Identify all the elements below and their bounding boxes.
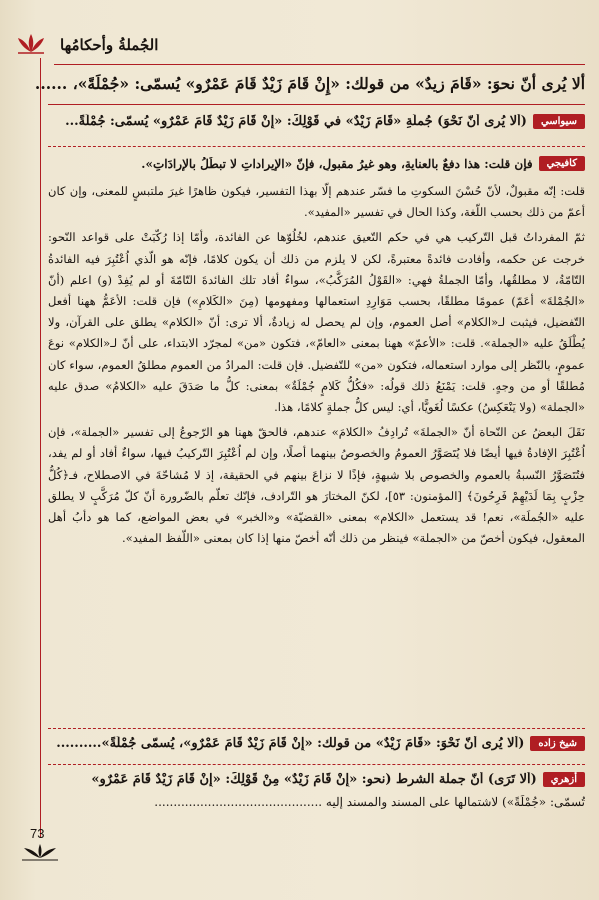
header-rule <box>54 64 585 65</box>
running-header <box>14 36 585 58</box>
commentary-paragraph: ثمّ المفرداتُ قبل التّركيب هي في حكم التّعيق عندهم، لخُلُوّها عن الفائدة، وأمّا إذا رُكّبَتْ على قواعد النّحو: خرجت عن حكمه، وأفادت فائدةً معتبرةً، لكن لا يلزم من ذلك أن يكون كلامًا، فإنّه هو الّذي اُعْتُبِرَ فيه الفائدةُ التّامّةُ، لا مطلقُها، وأمّا الجملةُ فهي: «القَوْلُ المُرَكَّبُ»، سواءٌ أفاد تلك الفائدةَ التّامّةَ أو لم يُفِدْ (و) اعلم (أنّ «الجُمْلةَ» أعَمّ) عمومًا مطلقًا، بحسب مَوَارِدِ استعمالها ومفهومها (مِنَ «الكَلامِ») فإن قلت: الأعَمُّ ههنا أفعل التّفضيل، فيثبت لـ«الكلام» أصل العموم، وإن لم يحصل له زيادةٌ، ألا ترى: أنّ «الكلام» يطلق على القرآن، ولا يُطْلَقُ عليه «الجملة». قلت: «الأعمّ» ههنا بمعنى «العامّ»، فتكون «من» لمجرّد الابتداء، على أنّ لـ«الكلام» نوعَ عمومٍ، بالنّظر إلى موارد استعماله، فتكون «من» للتّفضيل. فإن قلت: المرادُ من العموم مطلقُ العموم، سواء كان مُطلقًا أو من وجهٍ. قلت: يَمْنَعُ ذلك قولُه: «فكُلُّ كَلامٍ جُمْلَةٌ» بمعنى: كلُّ ما صَدَقَ عليه «الكلامُ» صدق عليه «الجملة» (ولا يَنْعَكِسُ) عكسًا لُغَويًّا، أي: ليس كلُّ جملةٍ كلامًا، هذا. <box>48 230 585 415</box>
footer-ornament-icon <box>18 842 62 862</box>
commentary-shaykhzadeh <box>48 736 585 751</box>
header-title: الجُملةُ وأحكامُها <box>60 36 159 54</box>
commentary-kafiyaji <box>48 156 585 549</box>
section-divider <box>48 764 585 765</box>
commentary-line: فإن قلت: هذا دفعٌ بالعنايةِ، وهو غيرُ مقبولٍ، فإنّ «الإيراداتِ لا تبطُلُ بالإرادَاتِ». <box>141 156 533 171</box>
commentary-lemma: (ألا يُرى أنّ نَحْوَ) جُملَةِ «قَامَ زَيْدٌ» في قَوْلِكَ: «إِنْ قَامَ زَيْدٌ قَامَ عَمْرٌو» يُسمّى: جُمْلَةً... <box>65 114 527 129</box>
commentator-tag: كافيجي <box>539 156 585 171</box>
section-divider <box>48 728 585 729</box>
page-number: 73 <box>30 826 45 841</box>
lotus-ornament-icon <box>14 32 48 58</box>
commentary-siwasi <box>48 114 585 129</box>
commentary-lemma: (ألا تَرَى) أنّ جملة الشرط (نحو: «إِنْ قَامَ زَيْدٌ» مِنْ قَوْلِكَ: «إِنْ قَامَ زَيْدٌ قَامَ عَمْرٌو» <box>91 772 537 787</box>
section-divider <box>48 146 585 147</box>
commentary-lemma: (ألا يُرى أنّ نَحْوَ: «قَامَ زَيْدٌ» من قولك: «إِنْ قَامَ زَيْدٌ قَامَ عَمْرٌو»، يُسمّى جُمْلَةً».......... <box>56 736 525 751</box>
commentary-paragraph: قلت: إنّه مقبولٌ، لأنّ حُسْنَ السكوتِ ما فسّر عندهم إلّا بهذا التفسير، فيكون ظاهرًا غيرَ ملتبسٍ للمعنى، وإن كان أعمّ من ذلك بحسب اللّغة، وكذا الحال في تفسير «المفيد». <box>48 184 585 220</box>
matn-text: ألا يُرى أنّ نحوَ: «قَامَ زيدٌ» من قولك: «إِنْ قَامَ زَيْدٌ قَامَ عَمْرٌو» يُسمّى: «جُمْلَةً»، ...... <box>34 74 585 93</box>
commentary-azhari <box>48 772 585 809</box>
commentary-paragraph: نَقَلَ البعضُ عن النّحاة أنّ «الجملةَ» تُرادِفُ «الكلامَ» عندهم، فالحقّ ههنا هو الرّجوعُ إلى تفسير «الجملة»، فإن اُعْتُبِرَ الإفادةُ فيها أيضًا فلا يُتَصَوَّرُ العمومُ والخصوصُ بينهما أصلًا، وإن لم اُعْتُبِرَ التّركيبُ فيها، سواءٌ أفاد أو لم يفد، فتُتَصَوَّرُ النّسبةُ بالعموم والخصوص بلا شبهةٍ، فإذًا لا نزاعَ بينهم في الحقيقة، إذ لا مُشاحّةَ في الاصطلاح، فـ﴿كُلُّ حِزْبٍ بِمَا لَدَيْهِمْ فَرِحُونَ﴾ [المؤمنون: ٥٣]، لكنّ المختارَ هو التّرادف، فإنّك تعلّم بالضّرورة أنّ كلّ مُرَكَّبٍ لا يطلق عليه «الجُملَة»، نعم! قد يستعمل «الكلام» بمعنى «القضيّة» و«الخبر» في بعض المواضع، كما هو دأبُ أهل المعقول، فيكون أخصّ من «الجملة» فينظر من ذلك أنّه أخصّ منها إذا كان بمعنى «اللّفظ المفيد». <box>48 425 585 546</box>
commentator-tag: سيواسي <box>533 114 585 129</box>
commentary-line: تُسمّى: «جُمْلَةً») لاشتمالها على المسند والمسند إليه ............................................ <box>154 795 585 809</box>
margin-rule <box>40 58 41 838</box>
commentator-tag: أزهري <box>543 772 585 787</box>
commentator-tag: شيخ زاده <box>530 736 585 751</box>
section-divider <box>48 104 585 105</box>
